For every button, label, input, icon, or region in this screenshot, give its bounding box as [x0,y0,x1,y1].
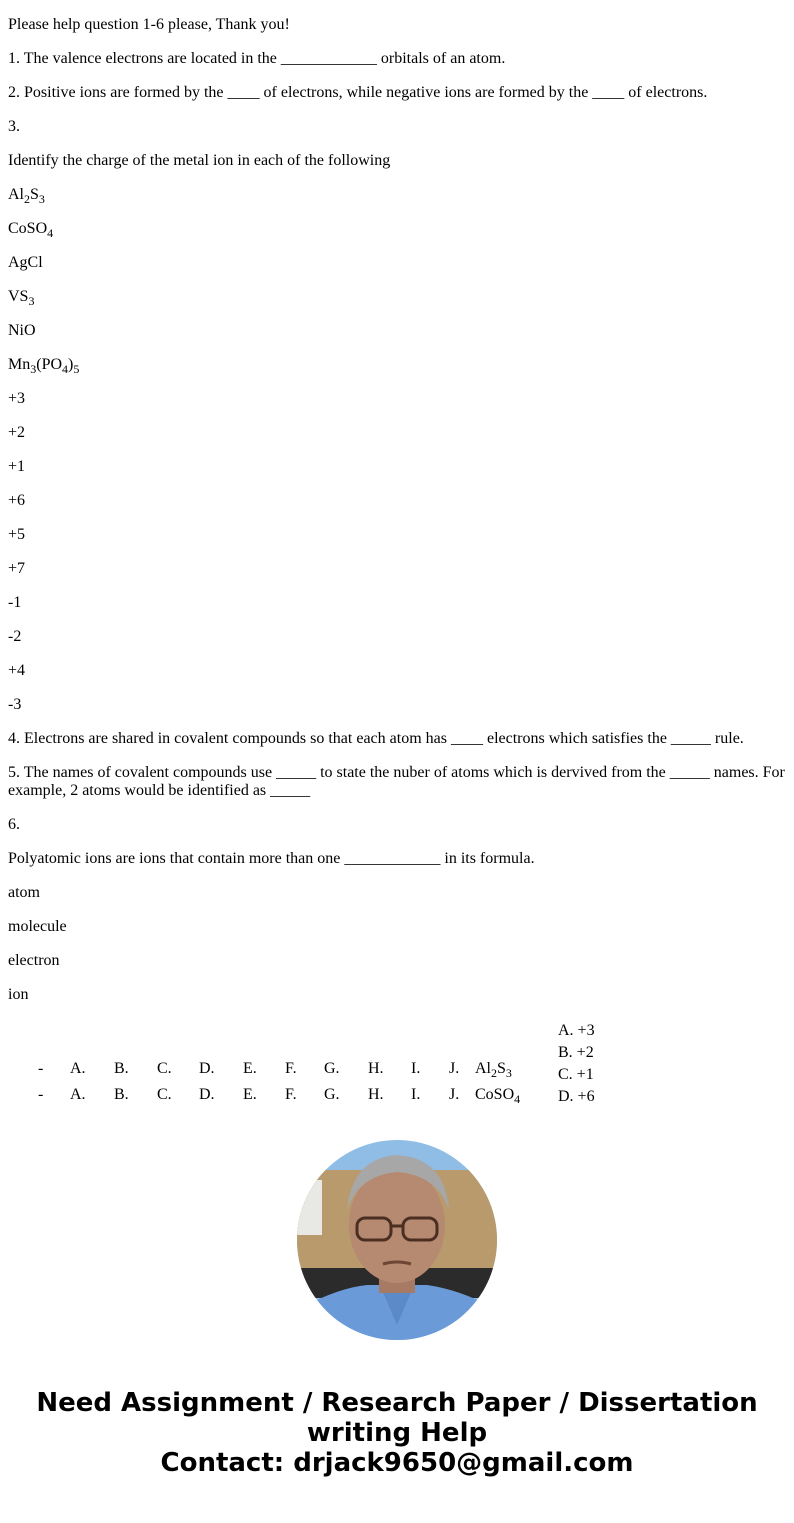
answer-option: electron [8,952,60,969]
formula-part: ) [68,356,74,373]
letter-choice[interactable]: G. [324,1086,340,1103]
author-photo [297,1140,497,1340]
matching-compound [475,1060,512,1078]
letter-choice[interactable]: J. [449,1060,460,1077]
formula-part: S [497,1060,506,1077]
letter-choice[interactable]: I. [411,1086,421,1103]
formula-part: 2 [491,1066,497,1080]
letter-choice[interactable]: A. [70,1060,86,1077]
charge-option: +7 [8,560,26,577]
letter-choice[interactable]: F. [285,1060,297,1077]
compound [8,220,786,238]
matching-row [8,1086,786,1108]
letter-choice[interactable]: B. [114,1086,129,1103]
charge-choice: A. +3 [558,1022,595,1039]
letter-choice[interactable]: C. [157,1086,172,1103]
row-dash: - [38,1086,44,1103]
charge-option: -3 [8,696,22,713]
formula-part: 5 [73,362,80,376]
formula-part: CoSO [475,1086,515,1103]
footer-line-1: Need Assignment / Research Paper / Dissertation [36,1388,758,1418]
charge-choice: D. +6 [558,1088,595,1105]
formula-part: 2 [24,192,30,206]
letter-choice[interactable]: D. [199,1060,215,1077]
letter-choice[interactable]: E. [243,1060,257,1077]
charge-list [8,390,786,714]
answer-option: molecule [8,918,67,935]
footer-line-3: Contact: drjack9650@gmail.com [160,1448,634,1478]
letter-choice[interactable]: E. [243,1086,257,1103]
formula-part: Mn [8,356,31,373]
matching-table [8,1020,786,1120]
formula-part: S [30,186,39,203]
charge-option: -2 [8,628,22,645]
charge-option: +4 [8,662,26,679]
question-3-number: 3. [8,118,20,135]
footer-banner [8,1388,786,1478]
compound [8,186,786,204]
charge-option: +6 [8,492,26,509]
letter-choice[interactable]: G. [324,1060,340,1077]
letter-choice[interactable]: J. [449,1086,460,1103]
charge-choice: B. +2 [558,1044,594,1061]
question-6-number: 6. [8,816,20,833]
row-dash: - [38,1060,44,1077]
formula-part: CoSO [8,220,48,237]
charge-option: +2 [8,424,26,441]
question-4: 4. Electrons are shared in covalent compounds so that each atom has ____ electrons which satisfies the _____ rule. [8,730,744,747]
formula-part: 3 [505,1066,512,1080]
compound [8,288,786,306]
formula-part: Al [475,1060,491,1077]
formula-part: 4 [62,362,69,376]
charge-choice: C. +1 [558,1066,594,1083]
footer-line-2: writing Help [306,1418,488,1448]
matching-compound [475,1086,520,1104]
question-3-prompt: Identify the charge of the metal ion in each of the following [8,152,391,169]
question-1: 1. The valence electrons are located in the ____________ orbitals of an atom. [8,50,506,67]
question-6-options [8,884,786,1004]
question-5: 5. The names of covalent compounds use _____ to state the nuber of atoms which is dervived from the _____ names. For example, 2 atoms would be identified as _____ [8,764,785,799]
formula-part: Al [8,186,24,203]
compound-list [8,186,786,374]
letter-choice[interactable]: F. [285,1086,297,1103]
formula-part: 3 [28,294,35,308]
formula-part: 4 [47,226,54,240]
matching-row [8,1060,786,1082]
formula-part: 3 [38,192,45,206]
compound [8,356,786,374]
charge-option: +5 [8,526,26,543]
charge-option: +3 [8,390,26,407]
answer-option: ion [8,986,29,1003]
answer-option: atom [8,884,40,901]
question-2: 2. Positive ions are formed by the ____ of electrons, while negative ions are formed by the ____ of electrons. [8,84,708,101]
question-6-prompt: Polyatomic ions are ions that contain more than one ____________ in its formula. [8,850,535,867]
intro: Please help question 1-6 please, Thank you! [8,16,290,33]
formula-part: (PO [36,356,63,373]
letter-choice[interactable]: D. [199,1086,215,1103]
matching-options [558,1020,595,1108]
letter-choice[interactable]: H. [368,1086,384,1103]
letter-choice[interactable]: H. [368,1060,384,1077]
charge-option: +1 [8,458,26,475]
formula-part: 4 [514,1092,521,1106]
formula-part: AgCl [8,254,43,271]
charge-option: -1 [8,594,22,611]
compound [8,322,786,340]
letter-choice[interactable]: I. [411,1060,421,1077]
letter-choice[interactable]: B. [114,1060,129,1077]
formula-part: 3 [30,362,37,376]
formula-part: NiO [8,322,36,339]
letter-choice[interactable]: A. [70,1086,86,1103]
formula-part: VS [8,288,29,305]
letter-choice[interactable]: C. [157,1060,172,1077]
compound [8,254,786,272]
